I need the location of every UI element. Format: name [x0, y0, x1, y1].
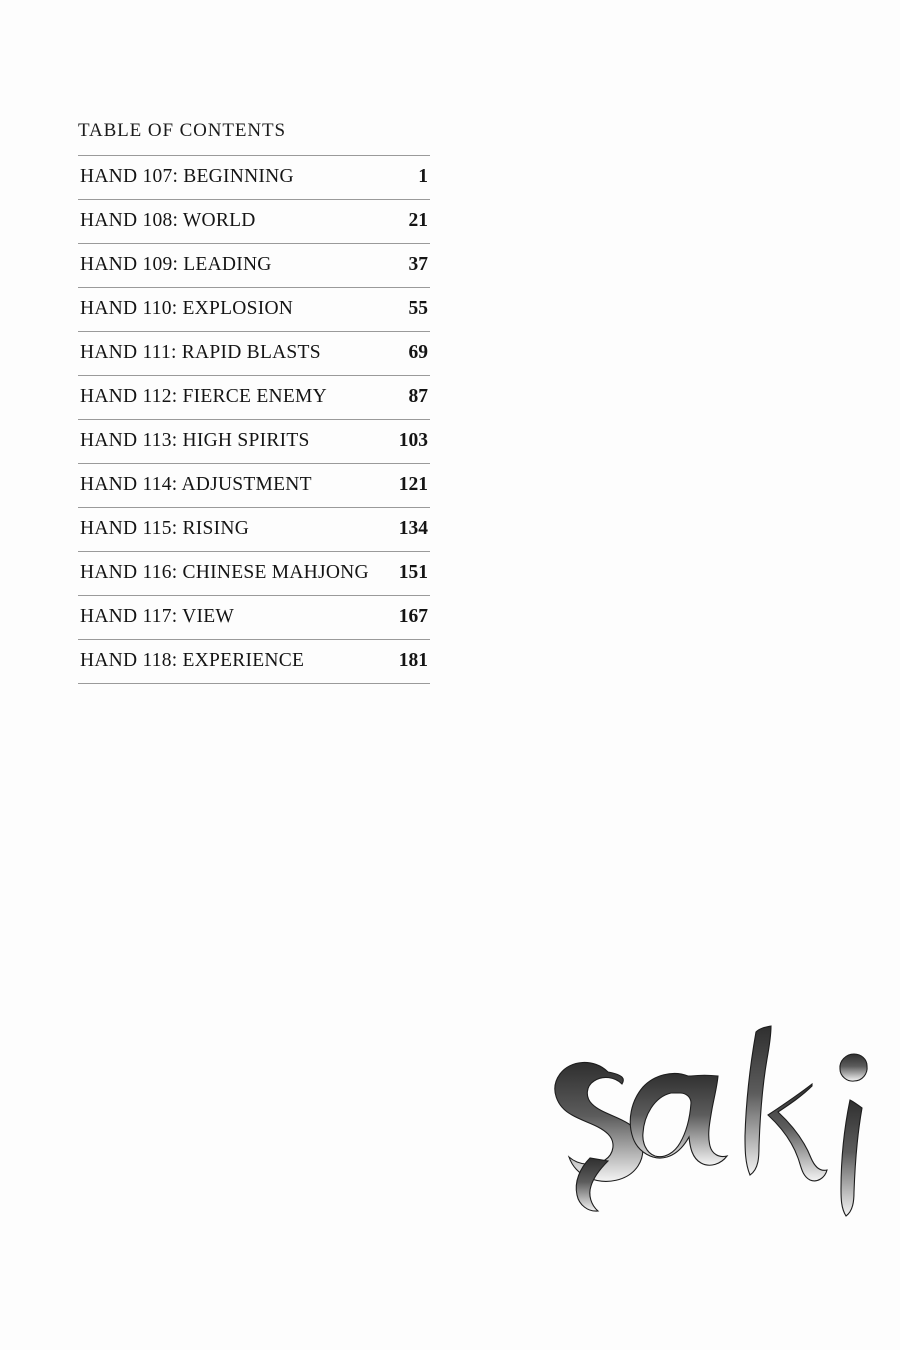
toc-entry-label: HAND 116: CHINESE MAHJONG: [80, 562, 369, 583]
toc-entry-label: HAND 118: EXPERIENCE: [80, 650, 305, 671]
toc-entry-page: 121: [398, 474, 428, 495]
toc-entry-page: 181: [398, 650, 428, 671]
toc-entry-label: HAND 115: RISING: [80, 518, 250, 539]
toc-entry-page: 69: [408, 342, 428, 363]
toc-entry-label: HAND 111: RAPID BLASTS: [80, 342, 321, 363]
list-item[interactable]: [78, 331, 430, 375]
list-item[interactable]: [78, 507, 430, 551]
toc-entry-page: 55: [408, 298, 428, 319]
toc-entry-label: HAND 110: EXPLOSION: [80, 298, 294, 319]
toc-entry-page: 1: [418, 166, 428, 187]
toc-entry-page: 21: [408, 210, 428, 231]
list-item[interactable]: [78, 243, 430, 287]
toc-entry-label: HAND 117: VIEW: [80, 606, 235, 627]
toc-entry-page: 134: [398, 518, 428, 539]
toc-entry-page: 151: [398, 562, 428, 583]
toc-entry-label: HAND 108: WORLD: [80, 210, 256, 231]
list-item[interactable]: [78, 419, 430, 463]
toc-entry-label: HAND 107: BEGINNING: [80, 166, 294, 187]
list-item[interactable]: [78, 463, 430, 507]
toc-entry-label: HAND 109: LEADING: [80, 254, 272, 275]
list-item[interactable]: [78, 287, 430, 331]
list-item[interactable]: [78, 199, 430, 243]
toc-entry-page: 103: [398, 430, 428, 451]
series-logo: [520, 980, 880, 1240]
list-item[interactable]: [78, 551, 430, 595]
toc-entry-label: HAND 113: HIGH SPIRITS: [80, 430, 310, 451]
toc-entry-page: 37: [408, 254, 428, 275]
page-title: TABLE OF CONTENTS: [78, 120, 286, 141]
toc-entry-label: HAND 112: FIERCE ENEMY: [80, 386, 327, 407]
list-item[interactable]: [78, 639, 430, 684]
saki-logo-icon: [520, 980, 880, 1240]
list-item[interactable]: [78, 375, 430, 419]
toc-entry-label: HAND 114: ADJUSTMENT: [80, 474, 312, 495]
toc-list: [78, 155, 430, 684]
toc-entry-page: 87: [408, 386, 428, 407]
list-item[interactable]: [78, 595, 430, 639]
table-of-contents: [78, 120, 430, 684]
list-item[interactable]: [78, 155, 430, 199]
toc-entry-page: 167: [398, 606, 428, 627]
